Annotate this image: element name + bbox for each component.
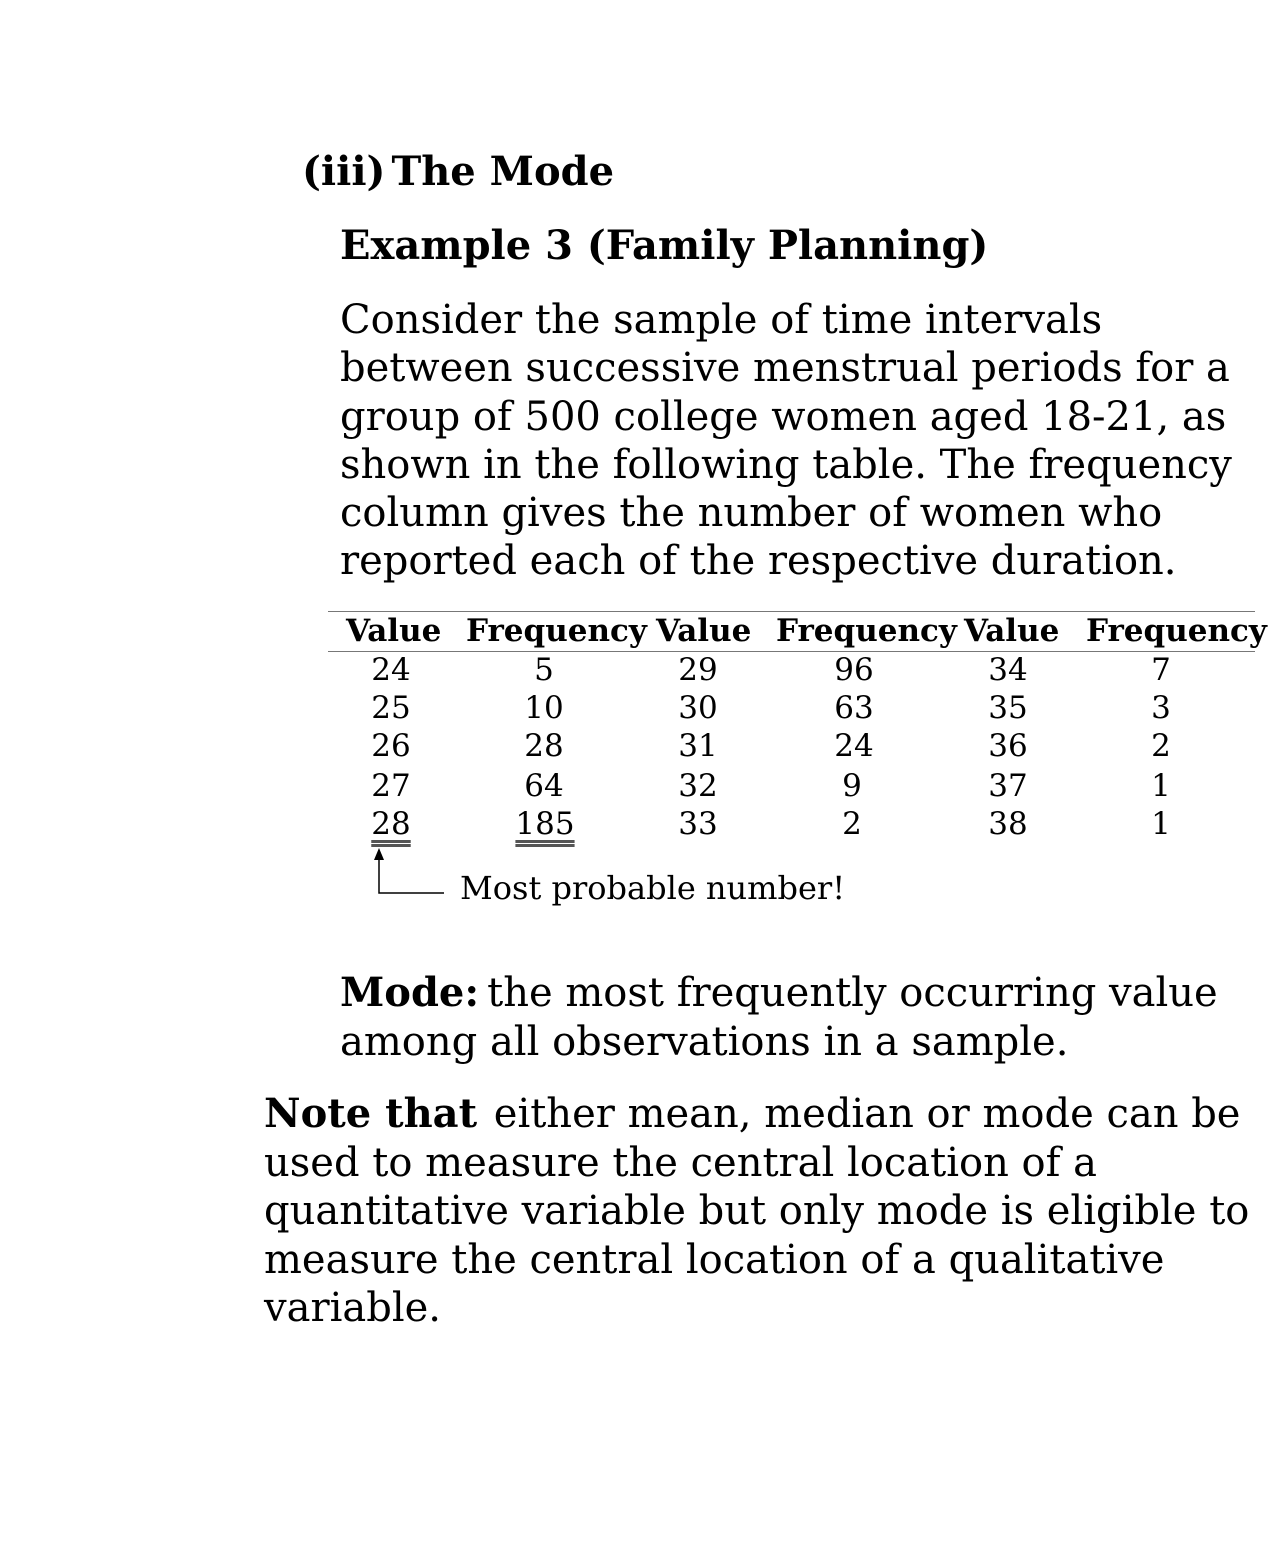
note-line: variable. <box>264 1285 441 1331</box>
note-lead: Note that <box>264 1090 478 1137</box>
note-line <box>264 1090 1254 1139</box>
intro-line: column gives the number of women who <box>340 490 1163 537</box>
table-cell: 1 <box>1151 768 1171 804</box>
table-cell: 26 <box>371 728 411 764</box>
table-cell: 2 <box>842 806 862 842</box>
section-number: (iii) <box>302 148 386 195</box>
mode-value-text: 28 <box>371 806 411 842</box>
table-cell: 35 <box>988 690 1028 726</box>
table-header-frequency-3: Frequency <box>1086 613 1267 649</box>
intro-paragraph <box>340 296 1260 586</box>
table-header-frequency-1: Frequency <box>466 613 647 649</box>
note-paragraph <box>264 1090 1254 1333</box>
example-title: Example 3 (Family Planning) <box>340 222 989 269</box>
section-title: The Mode <box>391 148 615 195</box>
table-cell: 63 <box>834 690 874 726</box>
table-cell: 1 <box>1151 806 1171 842</box>
callout-arrow-icon <box>372 846 452 898</box>
mode-frequency-text: 185 <box>515 806 575 842</box>
intro-line: between successive menstrual periods for a <box>340 345 1230 392</box>
table-cell: 34 <box>988 652 1028 688</box>
table-cell: 30 <box>678 690 718 726</box>
table-cell: 5 <box>534 652 554 688</box>
callout-text: Most probable number! <box>460 869 846 907</box>
table-cell: 32 <box>678 768 718 804</box>
mode-term: Mode: <box>340 969 480 1016</box>
table-cell: 33 <box>678 806 718 842</box>
mode-definition-text: the most frequently occurring value <box>487 970 1218 1016</box>
table-cell-mode-value <box>351 805 431 843</box>
table-cell-mode-frequency <box>505 805 585 843</box>
table-cell: 24 <box>834 728 874 764</box>
intro-line: shown in the following table. The frequency <box>340 441 1232 488</box>
table-cell: 64 <box>524 768 564 804</box>
table-cell: 29 <box>678 652 718 688</box>
note-line: measure the central location of a qualitative <box>264 1236 1165 1283</box>
table-cell: 9 <box>842 768 862 804</box>
table-cell: 37 <box>988 768 1028 804</box>
table-header-value-2: Value <box>656 613 752 649</box>
table-cell: 96 <box>834 652 874 688</box>
mode-definition <box>340 968 1240 1067</box>
intro-line: reported each of the respective duration. <box>340 538 1177 585</box>
table-cell: 28 <box>524 728 564 764</box>
table-header-frequency-2: Frequency <box>776 613 957 649</box>
note-line: quantitative variable but only mode is eligible to <box>264 1188 1250 1234</box>
mode-definition-line <box>340 968 1240 1018</box>
table-cell: 25 <box>371 690 411 726</box>
table-cell: 27 <box>371 768 411 804</box>
table-header-value-3: Value <box>964 613 1060 649</box>
intro-line: group of 500 college women aged 18-21, as <box>340 393 1227 440</box>
mode-definition-line: among all observations in a sample. <box>340 1019 1069 1065</box>
table-header-value-1: Value <box>346 613 442 649</box>
table-cell: 2 <box>1151 728 1171 764</box>
table-cell: 38 <box>988 806 1028 842</box>
table-header-rule <box>328 651 1255 652</box>
table-cell: 7 <box>1151 652 1171 688</box>
table-cell: 31 <box>678 728 718 764</box>
table-cell: 10 <box>524 690 564 726</box>
note-text: either mean, median or mode can be <box>493 1091 1241 1137</box>
table-cell: 24 <box>371 652 411 688</box>
section-heading <box>302 148 614 196</box>
intro-line: Consider the sample of time intervals <box>340 297 1103 343</box>
table-cell: 36 <box>988 728 1028 764</box>
table-cell: 3 <box>1151 690 1171 726</box>
note-line: used to measure the central location of a <box>264 1139 1098 1186</box>
